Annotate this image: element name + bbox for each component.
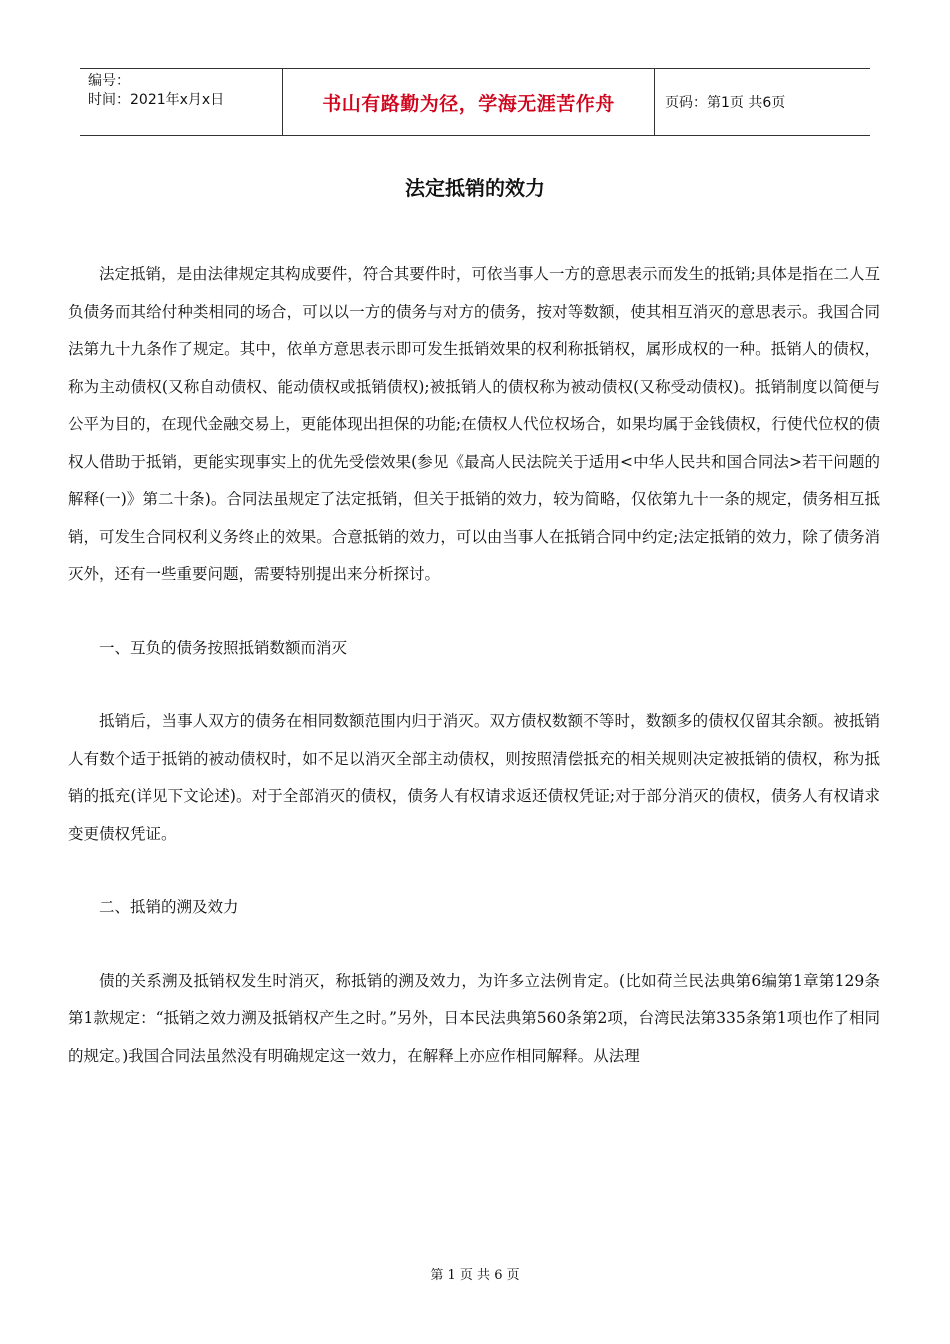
header-motto: 书山有路勤为径，学海无涯苦作舟 — [282, 69, 655, 135]
header-meta — [80, 69, 282, 135]
section-heading-1: 一、互负的债务按照抵销数额而消灭 — [99, 638, 348, 657]
document-number-label: 编号： — [88, 73, 130, 89]
document-body — [68, 256, 880, 1075]
header-page-indicator: 页码：第1页 共6页 — [665, 95, 786, 111]
paragraph-section-2: 债的关系溯及抵销权发生时消灭，称抵销的溯及效力，为许多立法例肯定。(比如荷兰民法典第6编第1章第129条第1款规定：“抵销之效力溯及抵销权产生之时。”另外，日本民法典第560条第2项，台湾民法第335条第1项也作了相同的规定。)我国合同法虽然没有明确规定这一效力，在解释上亦应作相同解释。从法理 — [68, 971, 880, 1065]
document-header — [80, 68, 870, 136]
paragraph-intro: 法定抵销，是由法律规定其构成要件，符合其要件时，可依当事人一方的意思表示而发生的抵销;具体是指在二人互负债务而其给付种类相同的场合，可以以一方的债务与对方的债务，按对等数额，使其相互消灭的意思表示。我国合同法第九十九条作了规定。其中，依单方意思表示即可发生抵销效果的权利称抵销权，属形成权的一种。抵销人的债权，称为主动债权(又称自动债权、能动债权或抵销债权);被抵销人的债权称为被动债权(又称受动债权)。抵销制度以简便与公平为目的，在现代金融交易上，更能体现出担保的功能;在债权人代位权场合，如果均属于金钱债权，行使代位权的债权人借助于抵销，更能实现事实上的优先受偿效果(参见《最高人民法院关于适用<中华人民共和国合同法>若干问题的解释(一)》第二十条)。合同法虽规定了法定抵销，但关于抵销的效力，较为简略，仅依第九十一条的规定，债务相互抵销，可发生合同权利义务终止的效果。合意抵销的效力，可以由当事人在抵销合同中约定;法定抵销的效力，除了债务消灭外，还有一些重要问题，需要特别提出来分析探讨。 — [68, 265, 880, 583]
document-date-label: 时间：2021年x月x日 — [88, 92, 225, 108]
paragraph-section-1: 抵销后，当事人双方的债务在相同数额范围内归于消灭。双方债权数额不等时，数额多的债权仅留其余额。被抵销人有数个适于抵销的被动债权时，如不足以消灭全部主动债权，则按照清偿抵充的相关规则决定被抵销的债权，称为抵销的抵充(详见下文论述)。对于全部消灭的债权，债务人有权请求返还债权凭证;对于部分消灭的债权，债务人有权请求变更债权凭证。 — [68, 712, 880, 843]
page-footer: 第 1 页 共 6 页 — [430, 1268, 520, 1283]
section-heading-2: 二、抵销的溯及效力 — [99, 898, 239, 916]
document-title: 法定抵销的效力 — [405, 176, 545, 200]
